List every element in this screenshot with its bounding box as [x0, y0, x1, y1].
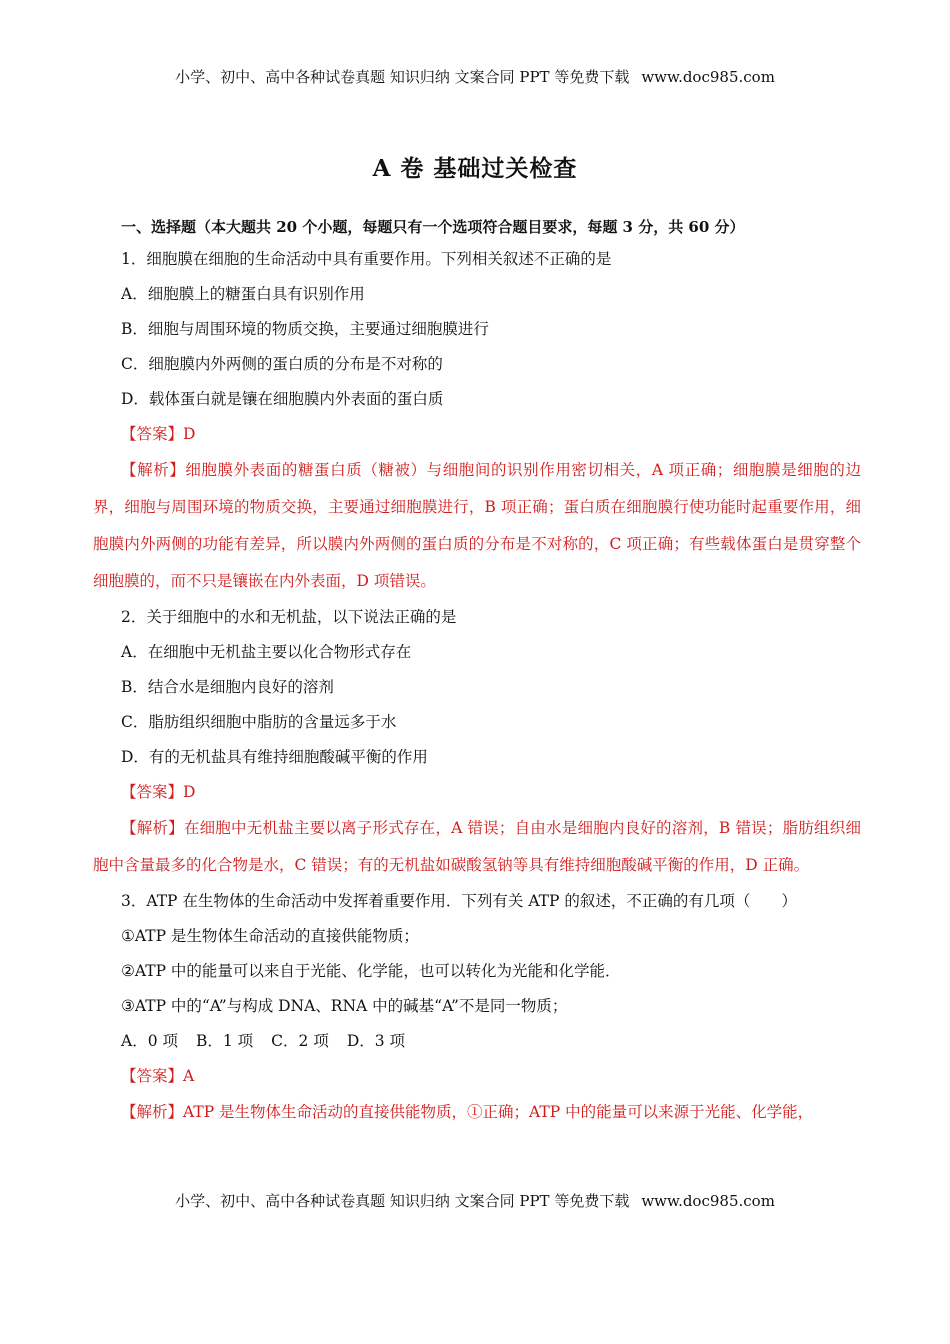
answer-line: [93, 417, 861, 452]
answer-tag: 【答案】: [121, 425, 184, 443]
options-row: [93, 1024, 861, 1059]
option-b: B．结合水是细胞内良好的溶剂: [121, 678, 334, 696]
option-b: B．1 项: [195, 1032, 254, 1050]
option-c: C．2 项: [271, 1032, 329, 1050]
option-c: C．脂肪组织细胞中脂肪的含量远多于水: [121, 713, 397, 731]
analysis-text: 在细胞中无机盐主要以离子形式存在，A 错误；自由水是细胞内良好的溶剂，B 错误；脂肪组织细胞中含量最多的化合物是水，C 错误；有的无机盐如碳酸氢钠等具有维持细胞酸碱平衡的作用，D 正确。: [93, 819, 861, 874]
header-text: 小学、初中、高中各种试卷真题 知识归纳 文案合同 PPT 等免费下载: [175, 68, 630, 86]
statement-1: ①ATP 是生物体生命活动的直接供能物质；: [121, 927, 419, 945]
question-stem: 2．关于细胞中的水和无机盐，以下说法正确的是: [121, 608, 457, 626]
option-a: A．在细胞中无机盐主要以化合物形式存在: [121, 643, 412, 661]
statement-2: ②ATP 中的能量可以来自于光能、化学能，也可以转化为光能和化学能．: [121, 962, 621, 980]
analysis-tag: 【解析】: [121, 819, 184, 837]
footer-text: 小学、初中、高中各种试卷真题 知识归纳 文案合同 PPT 等免费下载: [175, 1192, 630, 1210]
page-footer: [0, 1190, 950, 1211]
analysis-tag: 【解析】: [121, 461, 186, 479]
analysis-text: ATP 是生物体生命活动的直接供能物质，①正确；ATP 中的能量可以来源于光能、化学能，: [183, 1103, 814, 1121]
statement-3: ③ATP 中的“A”与构成 DNA、RNA 中的碱基“A”不是同一物质；: [121, 997, 568, 1015]
header-site: www.doc985.com: [641, 68, 775, 86]
analysis-text: 细胞膜外表面的糖蛋白质（糖被）与细胞间的识别作用密切相关，A 项正确；细胞膜是细胞的边界，细胞与周围环境的物质交换，主要通过细胞膜进行，B 项正确；蛋白质在细胞膜行使功能时起重要作用，细胞膜内外两侧的功能有差异，所以膜内外两侧的蛋白质的分布是不对称的，C 项正确；有些载体蛋白是贯穿整个细胞膜的，而不只是镶嵌在内外表面，D 项错误。: [93, 461, 861, 590]
footer-site: www.doc985.com: [641, 1192, 775, 1210]
question-stem: 3．ATP 在生物体的生命活动中发挥着重要作用．下列有关 ATP 的叙述，不正确的有几项（ ）: [121, 892, 797, 910]
option-b: B．细胞与周围环境的物质交换，主要通过细胞膜进行: [121, 320, 489, 338]
option-d: D．3 项: [346, 1032, 406, 1050]
option-c: C．细胞膜内外两侧的蛋白质的分布是不对称的: [121, 355, 443, 373]
page-header: [0, 66, 950, 87]
analysis-paragraph: [93, 452, 861, 600]
analysis-tag: 【解析】: [121, 1103, 184, 1121]
answer-value: D: [183, 425, 196, 443]
analysis-paragraph: [93, 810, 861, 884]
document-body: [93, 212, 861, 1131]
section-heading: 一、选择题（本大题共 20 个小题，每题只有一个选项符合题目要求，每题 3 分，共 60 分）: [121, 218, 745, 236]
answer-line: [93, 775, 861, 810]
answer-tag: 【答案】: [121, 1067, 184, 1085]
option-d: D．载体蛋白就是镶在细胞膜内外表面的蛋白质: [121, 390, 444, 408]
answer-value: D: [183, 783, 196, 801]
question-1: [93, 242, 861, 600]
option-a: A．细胞膜上的糖蛋白具有识别作用: [121, 285, 365, 303]
page-title: A 卷 基础过关检查: [372, 155, 578, 182]
question-stem: 1．细胞膜在细胞的生命活动中具有重要作用。下列相关叙述不正确的是: [121, 250, 612, 268]
analysis-paragraph: [93, 1094, 861, 1131]
answer-tag: 【答案】: [121, 783, 184, 801]
answer-line: [93, 1059, 861, 1094]
answer-value: A: [183, 1067, 195, 1085]
question-3: [93, 884, 861, 1131]
question-2: [93, 600, 861, 884]
option-a: A．0 项: [121, 1032, 178, 1050]
option-d: D．有的无机盐具有维持细胞酸碱平衡的作用: [121, 748, 428, 766]
